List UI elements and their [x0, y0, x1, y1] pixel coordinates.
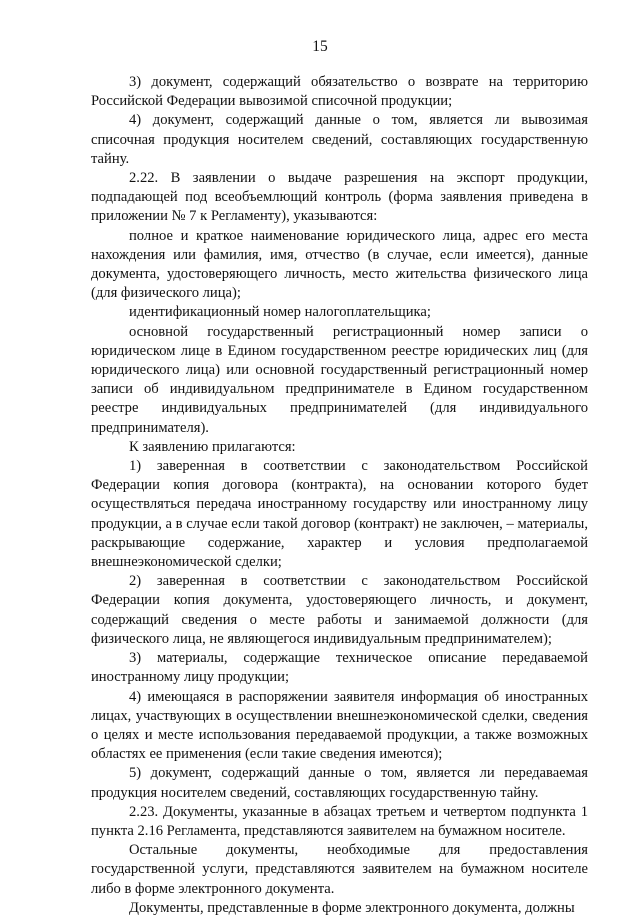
paragraph-inn: идентификационный номер налогоплательщика;: [129, 304, 431, 321]
paragraph-attachment-1: 1) заверенная в соответствии с законодательством Российской Федерации копия договора (контракта), на основании которого будет осуществляться передача иностранному государству или иностранному лицу продукции, а в случае если такой договор (контракт) не заключен, – материалы, раскрывающие содержание, характер и условия предполагаемой внешнеэкономической сделки;: [91, 458, 588, 571]
paragraph-electronic-documents: Документы, представленные в форме электронного документа, должны: [129, 899, 575, 916]
paragraph-attachments-heading: К заявлению прилагаются:: [129, 438, 296, 455]
paragraph-other-documents: Остальные документы, необходимые для предоставления государственной услуги, представляются заявителем на бумажном носителе либо в форме электронного документа.: [91, 842, 588, 897]
document-body: [91, 73, 588, 918]
paragraph-attachment-2: 2) заверенная в соответствии с законодательством Российской Федерации копия документа, удостоверяющего личность, и документ, содержащий сведения о месте работы и занимаемой должности (для физического лица, не являющегося индивидуальным предпринимателем);: [91, 573, 588, 647]
paragraph-2-23: 2.23. Документы, указанные в абзацах третьем и четвертом подпункта 1 пункта 2.16 Регламента, представляются заявителем на бумажном носителе.: [91, 803, 588, 839]
paragraph-2-22: 2.22. В заявлении о выдаче разрешения на экспорт продукции, подпадающей под всеобъемлющий контроль (форма заявления приведена в приложении № 7 к Регламенту), указываются:: [91, 170, 588, 225]
paragraph-entity-name: полное и краткое наименование юридического лица, адрес его места нахождения или фамилия, имя, отчество (в случае, если имеется), данные документа, удостоверяющего личность, место жительства физического лица (для физического лица);: [91, 227, 588, 302]
paragraph-ogrn: основной государственный регистрационный номер записи о юридическом лице в Едином государственном реестре юридических лиц (для юридического лица) или основной государственный регистрационный номер записи об индивидуальном предпринимателе в Едином государственном реестре индивидуальных предпринимателей (для индивидуального предпринимателя).: [91, 323, 588, 436]
paragraph-item-4: 4) документ, содержащий данные о том, является ли вывозимая списочная продукция носителем сведений, составляющих государственную тайну.: [91, 112, 588, 167]
paragraph-item-3: 3) документ, содержащий обязательство о возврате на территорию Российской Федерации вывозимой списочной продукции;: [91, 74, 588, 110]
paragraph-attachment-5: 5) документ, содержащий данные о том, является ли передаваемая продукция носителем сведений, составляющих государственную тайну.: [91, 765, 588, 801]
page-number: 15: [312, 38, 328, 55]
paragraph-attachment-4: 4) имеющаяся в распоряжении заявителя информация об иностранных лицах, участвующих в осуществлении внешнеэкономической сделки, сведения о целях и месте использования передаваемой продукции, а также возможных областях ее применения (если такие сведения имеются);: [91, 688, 588, 763]
paragraph-attachment-3: 3) материалы, содержащие техническое описание передаваемой иностранному лицу продукции;: [91, 650, 588, 686]
